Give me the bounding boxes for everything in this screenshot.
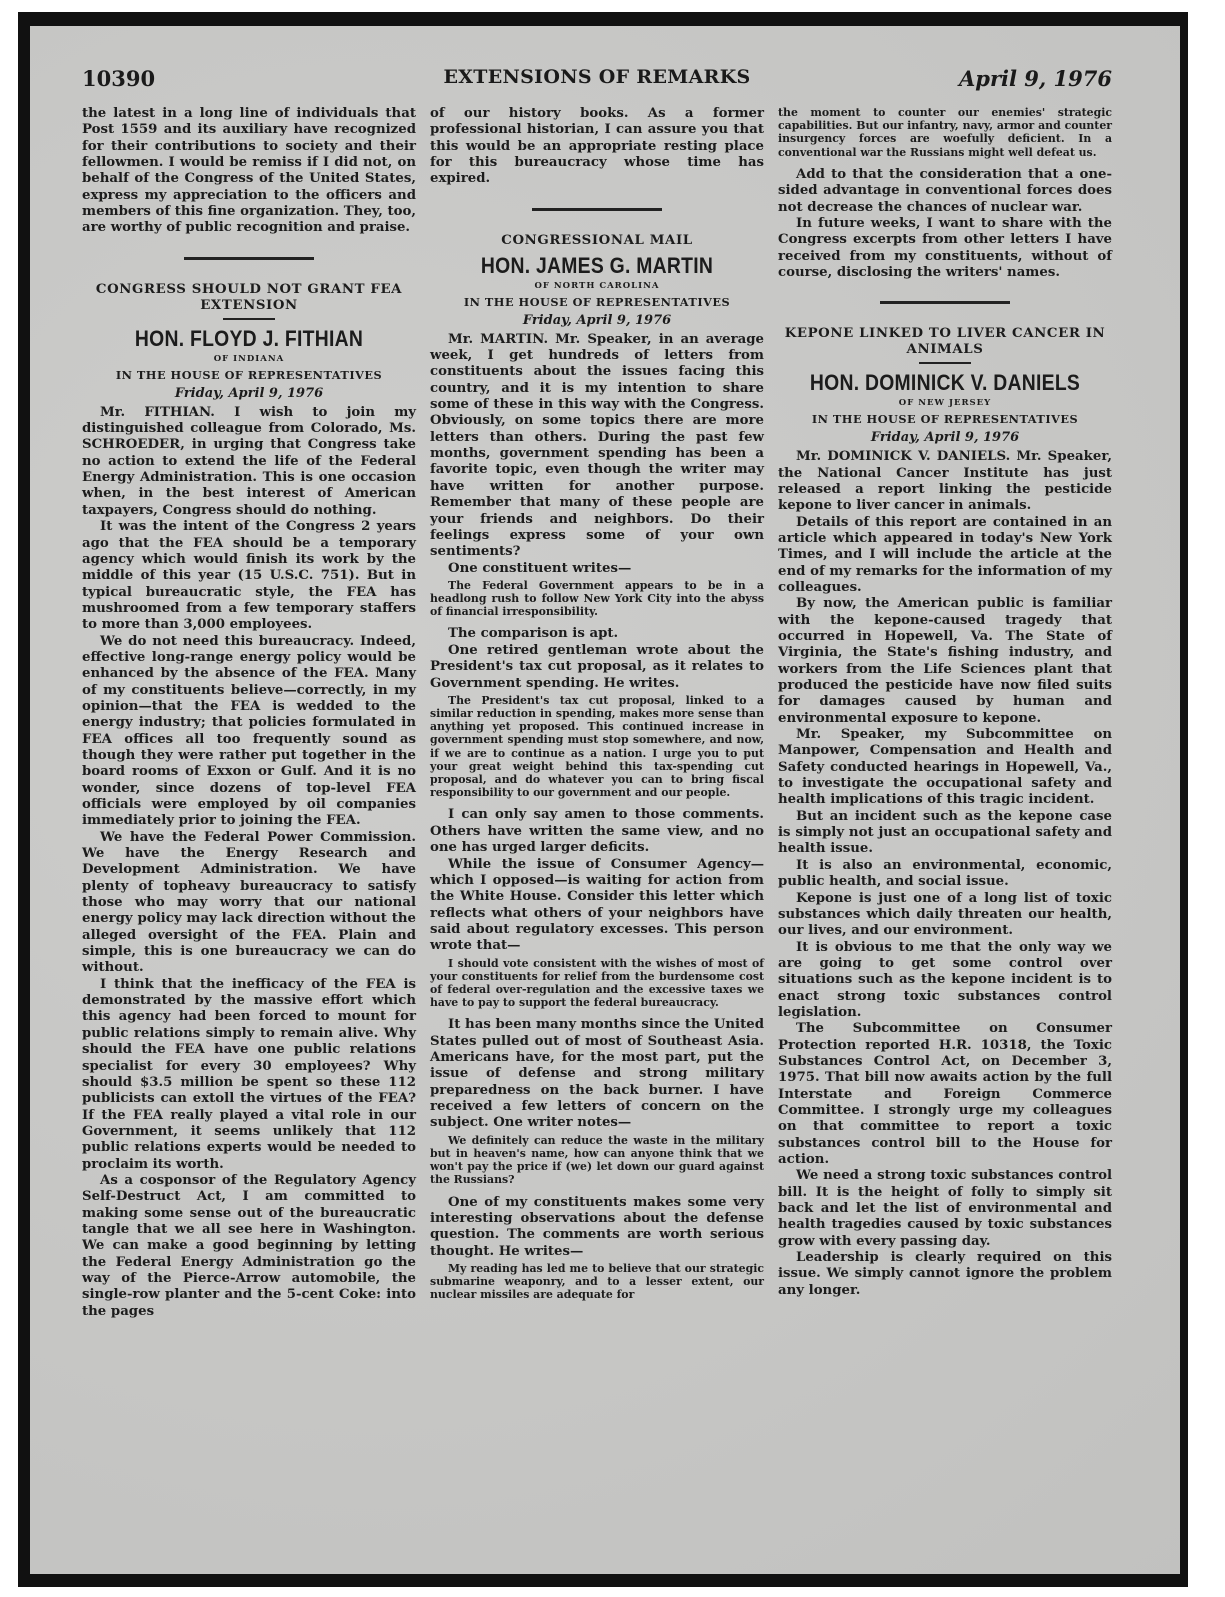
paragraph: of our history books. As a former professional historian, I can assure you that this would be an appropriate resting place for this bureaucracy whose time has expired.	[430, 106, 764, 187]
letter-quote: My reading has led me to believe that our strategic submarine weaponry, and to a lesser extent, our nuclear missiles are adequate for	[430, 1261, 764, 1302]
heading-divider	[919, 362, 971, 364]
paragraph: But an incident such as the kepone case is simply not just an occupational safety and health issue.	[778, 808, 1112, 857]
paragraph: Kepone is just one of a long list of toxic substances which daily threaten our health, our lives, and our environment.	[778, 890, 1112, 939]
paragraph: As a cosponsor of the Regulatory Agency Self-Destruct Act, I am committed to making some sense out of the bureaucratic tangle that we all see here in Washington. We can make a good beginning by letting the Federal Energy Administration go the way of the Pierce-Arrow automobile, the single-row planter and the 5-cent Coke: into the pages	[82, 1172, 416, 1319]
header-date: April 9, 1976	[959, 66, 1112, 91]
member-name: HON. FLOYD J. FITHIAN	[134, 325, 364, 351]
paragraph: Mr. DOMINICK V. DANIELS. Mr. Speaker, the National Cancer Institute has just released a report linking the pesticide kepone to liver cancer in animals.	[778, 449, 1112, 514]
paragraph: One of my constituents makes some very interesting observations about the defense question. The comments are worth serious thought. He writes—	[430, 1194, 764, 1259]
remarks-date: Friday, April 9, 1976	[870, 430, 1020, 446]
chamber-line: IN THE HOUSE OF REPRESENTATIVES	[811, 412, 1079, 427]
member-state: OF NORTH CAROLINA	[534, 280, 660, 291]
member-name: HON. JAMES G. MARTIN	[480, 252, 714, 278]
member-name: HON. DOMINICK V. DANIELS	[809, 370, 1081, 396]
article-heading: CONGRESSIONAL MAIL	[501, 232, 693, 248]
column-1	[82, 106, 416, 1320]
article-heading: KEPONE LINKED TO LIVER CANCER IN ANIMALS	[784, 326, 1106, 358]
remarks-date: Friday, April 9, 1976	[522, 312, 672, 328]
paragraph: The Subcommittee on Consumer Protection reported H.R. 10318, the Toxic Substances Control Act, on December 3, 1975. That bill now awaits action by the full Interstate and Foreign Commerce Committee. I strongly urge my colleagues on that committee to report a toxic substances control bill to the House for action.	[778, 1021, 1112, 1167]
section-title: EXTENSIONS OF REMARKS	[443, 66, 751, 88]
paragraph: One retired gentleman wrote about the President's tax cut proposal, as it relates to Government spending. He writes.	[430, 642, 764, 691]
paragraph: The comparison is apt.	[448, 626, 619, 642]
page-number: 10390	[82, 66, 156, 91]
section-divider	[184, 257, 314, 260]
letter-quote: I should vote consistent with the wishes of most of your constituents for relief from the burdensome cost of federal over-regulation and the excessive taxes we have to pay to support the federal bureaucracy.	[430, 956, 764, 1010]
paragraph: It is obvious to me that the only way we are going to get some control over situations such as the kepone incident is to enact strong toxic substances control legislation.	[778, 939, 1112, 1020]
paragraph: the latest in a long line of individuals that Post 1559 and its auxiliary have recognized for their contributions to society and their fellowmen. I would be remiss if I did not, on behalf of the Congress of the United States, express my appreciation to the officers and members of this fine organization. They, too, are worthy of public recognition and praise.	[82, 106, 416, 236]
paragraph: While the issue of Consumer Agency—which I opposed—is waiting for action from the White House. Consider this letter which reflects what others of your neighbors have said about regulatory excesses. This person wrote that—	[430, 856, 764, 954]
letter-quote: The Federal Government appears to be in a headlong rush to follow New York City into the abyss of financial irresponsibility.	[430, 578, 764, 619]
paragraph: Mr. Speaker, my Subcommittee on Manpower, Compensation and Health and Safety conducted hearings in Hopewell, Va., to investigate the occupational safety and health implications of this tragic incident.	[778, 727, 1112, 808]
letter-quote: We definitely can reduce the waste in the military but in heaven's name, how can anyone think that we won't pay the price if (we) let down our guard against the Russians?	[430, 1133, 764, 1187]
paragraph: Mr. FITHIAN. I wish to join my distinguished colleague from Colorado, Ms. SCHROEDER, in urging that Congress take no action to extend the life of the Federal Energy Administration. This is one occasion when, in the best interest of American taxpayers, Congress should do nothing.	[82, 404, 416, 518]
section-divider	[880, 301, 1010, 304]
heading-divider	[223, 318, 275, 320]
column-2	[430, 106, 764, 1310]
running-header	[82, 66, 1112, 96]
paragraph: Leadership is clearly required on this issue. We simply cannot ignore the problem any longer.	[778, 1250, 1112, 1298]
paragraph: One constituent writes—	[448, 560, 632, 576]
paragraph: We need a strong toxic substances control bill. It is the height of folly to simply sit back and let the list of environmental and health tragedies caused by toxic substances grow with every passing day.	[778, 1168, 1112, 1249]
letter-quote: The President's tax cut proposal, linked to a similar reduction in spending, makes more sense than anything yet proposed. This continued increase in government spending must stop somewhere, and now, if we are to continue as a nation. I urge you to put your great weight behind this tax-spending cut proposal, and do whatever you can to bring fiscal responsibility to our government and our people.	[430, 693, 764, 800]
paragraph: It has been many months since the United States pulled out of most of Southeast Asia. Americans have, for the most part, put the issue of defense and strong military preparedness on the back burner. I have received a few letters of concern on the subject. One writer notes—	[430, 1017, 764, 1131]
paragraph: Add to that the consideration that a one-sided advantage in conventional forces does not decrease the chances of nuclear war.	[778, 166, 1112, 215]
paragraph: It was the intent of the Congress 2 years ago that the FEA should be a temporary agency which would finish its work by the middle of this year (15 U.S.C. 751). But in typical bureaucratic style, the FEA has mushroomed from a few temporary staffers to more than 3,000 employees.	[82, 519, 416, 633]
chamber-line: IN THE HOUSE OF REPRESENTATIVES	[463, 294, 731, 309]
paragraph: We do not need this bureaucracy. Indeed, effective long-range energy policy would be enhanced by the absence of the FEA. Many of my constituents believe—correctly, in my opinion—that the FEA is wedded to the energy industry; that policies formulated in FEA offices all too frequently sound as though they were rather put together in the board rooms of Exxon or Gulf. And it is no wonder, since dozens of top-level FEA officials were employed by oil companies immediately prior to joining the FEA.	[82, 633, 416, 829]
paragraph: Mr. MARTIN. Mr. Speaker, in an average week, I get hundreds of letters from constituents about the issues facing this country, and it is my intention to share some of these in this way with the Congress. Obviously, on some topics there are more letters than others. During the past few months, government spending has been a favorite topic, even though the writer may have written for another purpose. Remember that many of these people are your friends and neighbors. Do their feelings express some of your own sentiments?	[430, 331, 764, 560]
paragraph: I can only say amen to those comments. Others have written the same view, and no one has urged larger deficits.	[430, 807, 764, 856]
remarks-date: Friday, April 9, 1976	[174, 385, 324, 401]
paragraph: I think that the inefficacy of the FEA is demonstrated by the massive effort which this agency had been forced to mount for public relations simply to remain alive. Why should the FEA have one public relations specialist for every 30 employees? Why should $3.5 million be spent so these 112 publicists can extoll the virtues of the FEA? If the FEA really played a vital role in our Government, it seems unlikely that 112 public relations experts would be needed to proclaim its worth.	[82, 976, 416, 1172]
chamber-line: IN THE HOUSE OF REPRESENTATIVES	[115, 367, 383, 382]
article-heading: CONGRESS SHOULD NOT GRANT FEA EXTENSION	[95, 281, 403, 313]
paragraph: In future weeks, I want to share with the Congress excerpts from other letters I have received from my constituents, without of course, disclosing the writers' names.	[778, 215, 1112, 280]
member-state: OF NEW JERSEY	[898, 398, 992, 409]
paragraph: By now, the American public is familiar with the kepone-caused tragedy that occurred in Hopewell, Va. The State of Virginia, the State's fishing industry, and workers from the Life Sciences plant that produced the pesticide have now filed suits for damages caused by human and environmental exposure to kepone.	[778, 596, 1112, 726]
paragraph: It is also an environmental, economic, public health, and social issue.	[778, 857, 1112, 890]
paragraph: Details of this report are contained in an article which appeared in today's New York Times, and I will include the article at the end of my remarks for the information of my colleagues.	[778, 514, 1112, 595]
section-divider	[532, 208, 662, 211]
paragraph: We have the Federal Power Commission. We have the Energy Research and Development Administration. We have plenty of topheavy bureaucracy to satisfy those who may worry that our national energy policy may lack direction without the alleged oversight of the FEA. Plain and simple, this is one bureaucracy we can do without.	[82, 829, 416, 976]
letter-quote: the moment to counter our enemies' strategic capabilities. But our infantry, navy, armor and counter insurgency forces are woefully deficient. In a conventional war the Russians might well defeat us.	[778, 106, 1112, 159]
member-state: OF INDIANA	[213, 353, 285, 364]
column-3	[778, 106, 1112, 1299]
